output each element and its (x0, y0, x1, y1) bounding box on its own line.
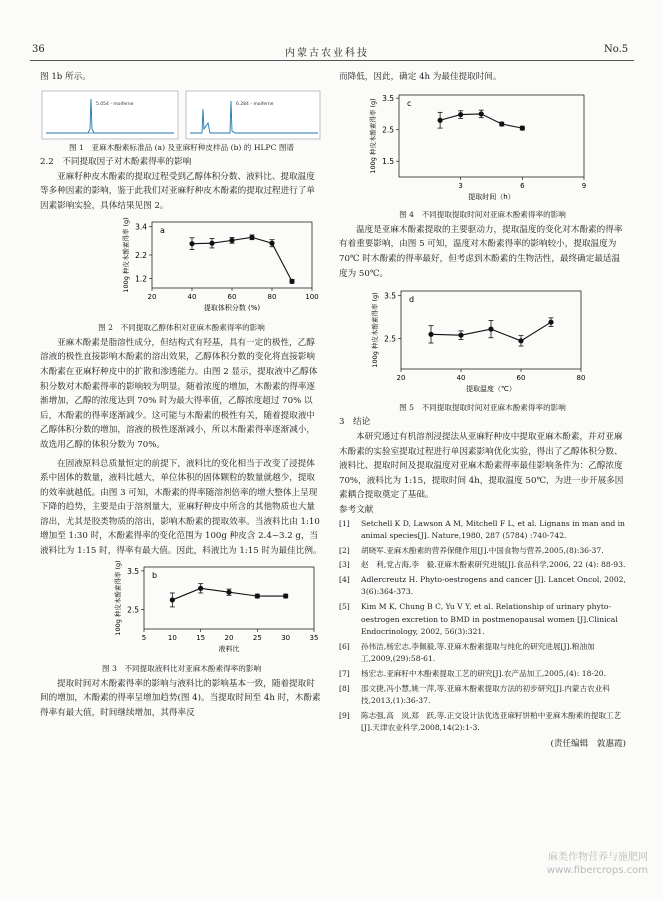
y-axis-label: 100g 种皮木酚素得率 (g) (369, 97, 377, 174)
fig4-chart (339, 87, 626, 209)
reference-number: [6] (339, 641, 350, 651)
peak-label-sample: 6.284 - moiferne (236, 101, 274, 107)
reference-text: 陈志强,高 岚,郑 跃,等.正交设计法优选亚麻籽饼粕中亚麻木酚素的提取工艺[J].天津农业科学,2008,14(2):1-3. (361, 710, 622, 733)
panel-label: c (407, 98, 412, 108)
x-tick-label: 20 (224, 633, 234, 642)
right-column (339, 70, 626, 752)
reference-item (339, 574, 626, 599)
reference-item (339, 710, 626, 735)
watermark-url: www.fibercrops.com (546, 865, 648, 876)
y-axis-label: 100g 种皮木酚素得率 (g) (122, 216, 130, 293)
reference-number: [3] (339, 560, 350, 570)
hplc-chromatograms (40, 89, 323, 141)
data-point (226, 589, 231, 594)
watermark-name: 麻类作物营养与施肥网 (548, 852, 648, 863)
reference-number: [8] (339, 683, 350, 693)
data-point (520, 125, 525, 130)
plot-frame (144, 567, 314, 629)
reference-number: [4] (339, 574, 350, 584)
plot-frame (399, 95, 584, 177)
x-tick-label: 100 (305, 292, 319, 301)
para-conclusion: 本研究通过有机溶剂浸提法从亚麻籽种皮中提取亚麻木酚素，并对亚麻木酚素的实验室提取过程进行单因素影响优化实验，得出了乙醇体积分数、液料比、提取时间及提取温度对亚麻木酚素得率最佳影响条件为：乙醇浓度 70%，液料比为 1:15，提取时间 4h，提取温度 50℃，为进一步开展多因素耦合提取奠定了基础。 (339, 431, 624, 501)
data-point (289, 278, 294, 283)
y-tick-label: 1.5 (382, 156, 394, 166)
data-point (499, 121, 504, 126)
data-point (488, 327, 493, 332)
reference-number: [2] (339, 545, 350, 555)
data-point (209, 240, 214, 245)
para-ethanol: 亚麻木酚素是脂溶性成分，但结构式有羟基，具有一定的极性，乙醇溶液的极性直接影响木酚素的溶出效果，乙醇体积分数的变化将直接影响木酚素在亚麻籽种皮中的扩散和渗透能力。由图 2 显示，提取液中乙醇体积分数对木酚素得率的影响较为明显，随着浓度的增加，木酚素的得率逐渐增加，乙醇的浓度达到 70% 时为最大得率值，乙醇浓度超过 70% 以后，木酚素的得率逐渐减少。这可能与木酚素的极性有关，随着提取液中乙醇体积分数的增加，溶液的极性逐渐减小，所以木酚素得率逐渐减小，故选用乙醇的体积分数为 70%。 (40, 337, 318, 450)
fig3-chart (40, 561, 323, 663)
journal-title: 内蒙古农业科技 (285, 48, 369, 59)
data-point (548, 320, 553, 325)
fig3-caption: 图 3 不同提取液料比对亚麻木酚素得率的影响 (101, 664, 262, 674)
data-point (479, 111, 484, 116)
reference-number: [1] (339, 518, 350, 528)
panel-label: d (409, 295, 415, 305)
reference-text: 邵文捷,冯小慧,姚一萍,等.亚麻木酚素提取方法的初步研究[J].内蒙古农业科技,2013,(1):36-37. (361, 683, 610, 706)
x-tick-label: 35 (309, 633, 319, 642)
data-point (170, 597, 175, 602)
watermark (547, 851, 648, 877)
y-tick-label: 3.5 (384, 291, 396, 301)
page-number: 36 (32, 44, 45, 55)
para-ratio: 在固液原料总质量恒定的前提下，液料比的变化相当于改变了浸提体系中固体的数量，液料比越大，单位体积的固体颗粒的数量就越少，提取的效率就越低。由图 3 可知，木酚素的得率随溶剂倍率的增大整体上呈现下降的趋势，主要是由于溶剂量大，亚麻籽种皮中所含的其他物质也大量溶出，尤其是胶类物质的溶出，影响木酚素的提取效率。当液料比由 1:10 增加至 1:30 时，木酚素得率的变化范围为 100g 种皮含 2.4~3.2 g，当液料比为 1:15 时，得率有最大值。因此，料液比为 1:15 时为最佳比例。 (40, 458, 322, 557)
x-tick-label: 9 (581, 181, 587, 190)
y-tick-label: 2.5 (127, 605, 139, 615)
y-tick-label: 1.2 (135, 274, 147, 284)
x-tick-label: 40 (456, 374, 466, 383)
x-axis-label: 提取时间（h） (468, 192, 515, 201)
y-tick-label: 2.5 (382, 125, 394, 135)
x-tick-label: 3 (458, 181, 463, 190)
y-axis-label: 100g 种皮木酚素得率 (g) (114, 560, 122, 636)
reference-text: 孙伟洁,杨宏志,李佩毅,等.亚麻木酚素提取与纯化的研究进展[J].粮油加工,2009,(29):58-61. (361, 641, 595, 664)
x-tick-label: 80 (576, 374, 586, 383)
para-time: 提取时间对木酚素得率的影响与液料比的影响基本一致，随着提取时间的增加，木酚素的得率呈增加趋势(图 4)。当提取时间至 4h 时，木酚素得率有最大值，时间继续增加，其得率反 (40, 678, 321, 719)
reference-item (339, 641, 626, 666)
x-tick-label: 60 (227, 292, 237, 301)
para-2-2: 亚麻籽种皮木酚素的提取过程受到乙醇体积分数、液料比、提取温度等多种因素的影响，鉴于此我们对亚麻籽种皮木酚素的提取过程进行了单因素影响实验，具体结果见图 2。 (40, 171, 316, 211)
fig5-caption: 图 5 不同提取提取时间对亚麻木酚素得率的影响 (399, 402, 566, 412)
fig4-caption: 图 4 不同提取提取时间对亚麻木酚素得率的影响 (399, 210, 566, 220)
data-point (255, 593, 260, 598)
reference-item (339, 518, 626, 543)
x-tick-label: 20 (396, 374, 406, 383)
x-tick-label: 20 (147, 292, 157, 301)
section-2-2-title: 2.2 不同提取因子对木酚素得率的影响 (40, 157, 192, 168)
data-point (198, 585, 203, 590)
x-tick-label: 25 (252, 633, 262, 642)
para-time-cont: 而降低，因此，确定 4h 为最佳提取时间。 (339, 72, 502, 82)
left-column (40, 70, 323, 721)
panel-label: b (152, 570, 158, 580)
data-point (518, 338, 523, 343)
fig5-svg (339, 283, 626, 395)
series-line (192, 237, 292, 281)
plot-frame (152, 222, 312, 288)
peak-label-standard: 5.054 - moiferne (96, 101, 134, 107)
data-point (249, 234, 254, 239)
reference-item (339, 601, 626, 639)
reference-item (339, 668, 626, 681)
reference-number: [5] (339, 602, 350, 612)
x-tick-label: 15 (196, 633, 206, 642)
reference-text: Setchell K D, Lawson A M, Mitchell F L, et al. Lignans in man and in animal species[J]. Nature,1980, 287 (5784) :740-742. (361, 518, 625, 541)
x-axis-label: 液料比 (218, 644, 240, 653)
reference-text: Kim M K, Chung B C, Yu V Y, et al. Relationship of urinary phyto-oestrogen excretion to BMD in postmenopausal women [J].Clinical Endocrinology, 2002, 56(3):321. (361, 602, 618, 637)
data-point (269, 240, 274, 245)
fig1-hplc (40, 89, 323, 141)
responsible-editor: (责任编辑 敦惠霞) (550, 739, 626, 749)
x-axis-label: 提取体积分数 (%) (203, 303, 261, 312)
y-tick-label: 2.2 (135, 250, 147, 260)
data-point (428, 332, 433, 337)
x-tick-label: 5 (141, 633, 147, 642)
reference-text: 杨宏志.亚麻籽中木酚素提取工艺的研究[J].农产品加工,2005,(4): 18-20. (361, 669, 607, 679)
x-tick-label: 80 (267, 292, 277, 301)
reference-item (339, 559, 626, 572)
para-temperature: 温度是亚麻木酚素提取的主要驱动力，提取温度的变化对木酚素的得率有着重要影响，由图 5 可知，温度对木酚素得率的影响较小，提取温度为 70℃ 时木酚素的得率最好，但考虑到木酚素的生物活性，最终确定最适温度为 50℃。 (339, 224, 623, 279)
section-3-title: 3 结论 (339, 417, 371, 428)
reference-list (339, 518, 626, 736)
data-point (283, 593, 288, 598)
y-tick-label: 3.5 (127, 566, 139, 576)
fig1-intro: 图 1b 所示。 (40, 72, 91, 82)
panel-label: a (160, 225, 165, 235)
references-title: 参考文献 (339, 504, 374, 515)
fig3-svg (40, 561, 323, 657)
x-tick-label: 6 (520, 181, 525, 190)
x-axis-label: 提取温度（℃） (466, 385, 516, 394)
x-tick-label: 30 (281, 633, 291, 642)
data-point (189, 241, 194, 246)
y-tick-label: 3.5 (382, 93, 394, 103)
x-tick-label: 10 (167, 633, 177, 642)
reference-item (339, 683, 626, 708)
reference-item (339, 545, 626, 558)
y-tick-label: 3.4 (135, 222, 147, 232)
reference-text: Adlercreutz H. Phyto-oestrogens and cancer [J]. Lancet Oncol, 2002, 3(6):364-373. (361, 574, 626, 597)
issue-number: No.5 (604, 44, 629, 55)
data-point (229, 237, 234, 242)
reference-number: [9] (339, 710, 350, 720)
fig4-svg (339, 87, 626, 203)
x-tick-label: 40 (187, 292, 197, 301)
reference-text: 胡晓军.亚麻木酚素的营养保健作用[J].中国食物与营养,2005,(8):36-37. (361, 545, 604, 555)
x-tick-label: 60 (516, 374, 526, 383)
fig2-svg (40, 216, 323, 316)
fig2-chart (40, 216, 323, 322)
reference-text: 赵 利,党占海,李 毅.亚麻木酚素研究进展[J].食品科学,2006, 22 (4): 88-93. (361, 560, 626, 570)
y-tick-label: 2.5 (384, 334, 396, 344)
reference-number: [7] (339, 669, 350, 679)
header-rule (30, 60, 634, 61)
fig5-chart (339, 283, 626, 401)
fig2-caption: 图 2 不同提取乙醇体积对亚麻木酚素得率的影响 (98, 323, 265, 333)
data-point (438, 117, 443, 122)
data-point (458, 112, 463, 117)
fig1-caption: 图 1 亚麻木酚素标准品 (a) 及亚麻籽种皮样品 (b) 的 HLPC 图谱 (68, 142, 295, 152)
y-axis-label: 100g 种皮木酚素得率 (g) (371, 292, 379, 368)
data-point (458, 333, 463, 338)
